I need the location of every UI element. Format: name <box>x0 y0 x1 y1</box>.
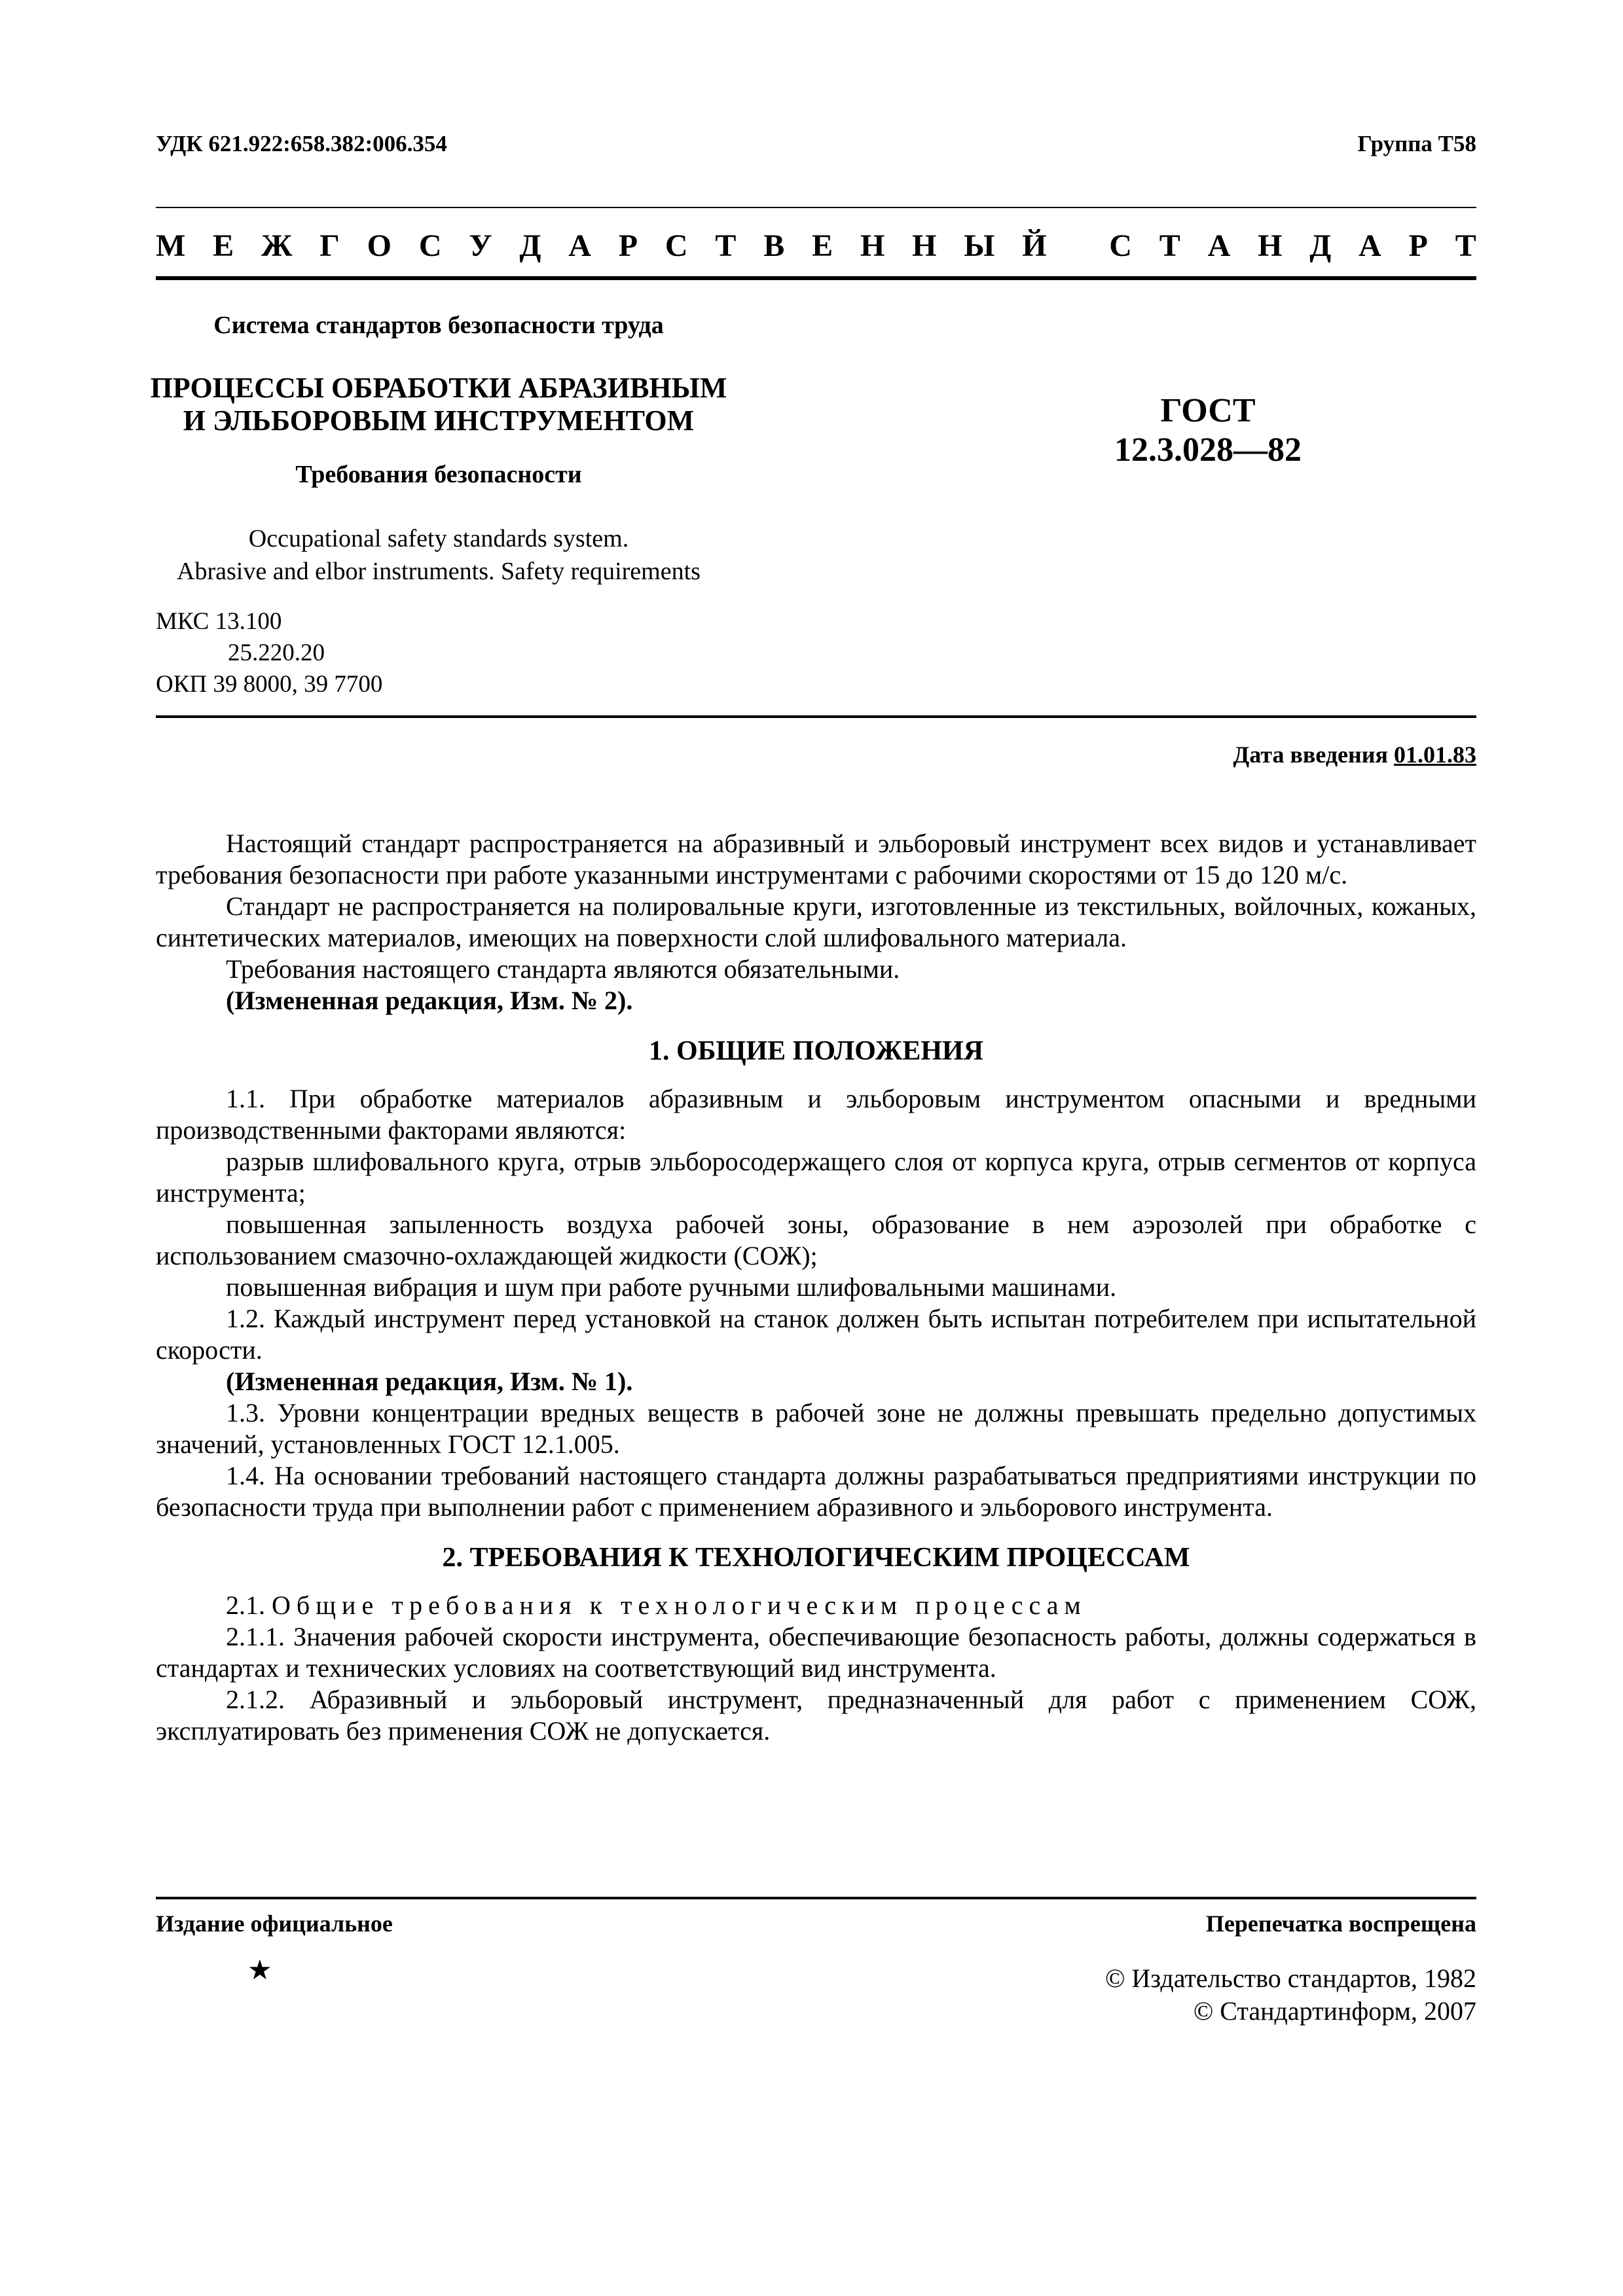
star-icon: ★ <box>247 1956 272 1986</box>
banner-letter: В <box>763 228 785 263</box>
amendment-note-2: (Измененная редакция, Изм. № 2). <box>226 986 633 1015</box>
gost-number <box>1090 391 1326 470</box>
date-value: 01.01.83 <box>1394 742 1476 768</box>
banner-letter: Д <box>1309 228 1332 263</box>
banner-gap <box>1074 228 1082 264</box>
clause-1-2: 1.2. Каждый инструмент перед установкой на станок должен быть испытан потребителем при испытательной скорости. <box>156 1304 1476 1365</box>
gost-label: ГОСТ <box>1160 392 1256 429</box>
title-line-1: ПРОЦЕССЫ ОБРАБОТКИ АБРАЗИВНЫМ <box>150 372 727 404</box>
clause-2-1-title: Общие требования к технологическим процессам <box>272 1590 1087 1620</box>
clause-1-1-item-2: повышенная запыленность воздуха рабочей зоны, образование в нем аэрозолей при обработке с использованием смазочно-охлаждающей жидкости (СОЖ); <box>156 1210 1476 1270</box>
banner-letter: Т <box>1455 228 1476 263</box>
banner-letter: А <box>568 228 591 263</box>
banner-letter: Ы <box>964 228 995 263</box>
clause-2-1-1: 2.1.1. Значения рабочей скорости инструмента, обеспечивающие безопасность работы, должны содержаться в стандартах и технических условиях на соответствующий вид инструмента. <box>156 1622 1476 1683</box>
banner-letter: Е <box>812 228 833 263</box>
document-title <box>0 372 877 437</box>
amendment-note-1: (Измененная редакция, Изм. № 1). <box>226 1367 633 1396</box>
english-line-1: Occupational safety standards system. <box>248 525 629 552</box>
okp-code: ОКП 39 8000, 39 7700 <box>156 671 383 698</box>
banner-letter: С <box>665 228 688 263</box>
top-thin-rule <box>156 207 1476 208</box>
banner-letter: Ж <box>261 228 293 263</box>
banner-letter: М <box>156 228 186 263</box>
copyright-line-2: © Стандартинформ, 2007 <box>1193 1996 1476 2026</box>
section-2-heading: 2. ТРЕБОВАНИЯ К ТЕХНОЛОГИЧЕСКИМ ПРОЦЕССАМ <box>442 1543 1190 1573</box>
intro-paragraph-2: Стандарт не распространяется на полировальные круги, изготовленные из текстильных, войлочных, кожаных, синтетических материалов, имеющих на поверхности слой шлифовального материала. <box>156 891 1476 952</box>
document-body <box>156 828 1476 1747</box>
banner-letter: Т <box>1159 228 1180 263</box>
clause-1-4: 1.4. На основании требований настоящего стандарта должны разрабатываться предприятиями инструкции по безопасности труда при выполнении работ с применением абразивного и эльборового инструмента. <box>156 1461 1476 1522</box>
mks-code-2: 25.220.20 <box>228 639 325 666</box>
clause-2-1-2: 2.1.2. Абразивный и эльборовый инструмент, предназначенный для работ с применением СОЖ, эксплуатировать без применения СОЖ не допускается. <box>156 1685 1476 1746</box>
english-line-2: Abrasive and elbor instruments. Safety requirements <box>177 558 701 585</box>
gost-code: 12.3.028—82 <box>1114 431 1302 469</box>
banner-letter: Н <box>912 228 937 263</box>
udk-code: УДК 621.922:658.382:006.354 <box>156 131 447 156</box>
clause-1-1-item-1: разрыв шлифовального круга, отрыв эльборосодержащего слоя от корпуса круга, отрыв сегментов от корпуса инструмента; <box>156 1147 1476 1208</box>
mks-code: МКС 13.100 <box>156 608 282 635</box>
clause-1-1: 1.1. При обработке материалов абразивным и эльборовым инструментом опасными и вредными производственными факторами являются: <box>156 1084 1476 1145</box>
subtitle-requirements: Требования безопасности <box>295 461 582 488</box>
system-title: Система стандартов безопасности труда <box>213 312 664 339</box>
clause-1-1-item-3: повышенная вибрация и шум при работе ручными шлифовальными машинами. <box>226 1272 1117 1302</box>
group-code: Группа Т58 <box>1357 131 1476 156</box>
reprint-prohibited-label: Перепечатка воспрещена <box>1205 1910 1476 1937</box>
banner-letter: Е <box>213 228 234 263</box>
intro-paragraph-3: Требования настоящего стандарта являются обязательными. <box>226 954 900 984</box>
official-edition-label: Издание официальное <box>156 1910 393 1937</box>
date-label: Дата введения <box>1233 742 1388 768</box>
clause-2-1 <box>156 1590 1476 1621</box>
banner-letter: Н <box>1258 228 1283 263</box>
title-line-2: И ЭЛЬБОРОВЫМ ИНСТРУМЕНТОМ <box>183 404 695 437</box>
banner-letter: Р <box>1408 228 1428 263</box>
introduction-date <box>1233 741 1477 768</box>
banner-letter: Т <box>715 228 737 263</box>
banner-letter: А <box>1359 228 1381 263</box>
banner-letter: С <box>1109 228 1132 263</box>
banner-letter: С <box>418 228 442 263</box>
section-1-heading: 1. ОБЩИЕ ПОЛОЖЕНИЯ <box>648 1036 984 1066</box>
banner-thick-rule <box>156 276 1476 280</box>
banner-letter: Д <box>519 228 541 263</box>
interstate-standard-banner <box>156 228 1476 264</box>
banner-letter: О <box>367 228 392 263</box>
copyright-line-1: © Издательство стандартов, 1982 <box>1104 1964 1476 1993</box>
classification-codes <box>156 606 382 700</box>
banner-letter: Г <box>319 228 340 263</box>
banner-letter: А <box>1207 228 1231 263</box>
title-block-rule <box>156 715 1476 718</box>
banner-letter: Р <box>618 228 638 263</box>
banner-letter: Й <box>1022 228 1047 263</box>
banner-letter: У <box>469 228 492 263</box>
clause-1-3: 1.3. Уровни концентрации вредных веществ в рабочей зоне не должны превышать предельно допустимых значений, установленных ГОСТ 12.1.005. <box>156 1398 1476 1459</box>
clause-2-1-number: 2.1. <box>226 1590 265 1620</box>
english-title <box>0 522 877 588</box>
banner-letter: Н <box>860 228 885 263</box>
intro-paragraph-1: Настоящий стандарт распространяется на абразивный и эльборовый инструмент всех видов и устанавливает требования безопасности при работе указанными инструментами с рабочими скоростями от 15 до 120 м/с. <box>156 829 1476 889</box>
footer-rule <box>156 1897 1476 1899</box>
copyright-block <box>1105 1962 1476 2028</box>
